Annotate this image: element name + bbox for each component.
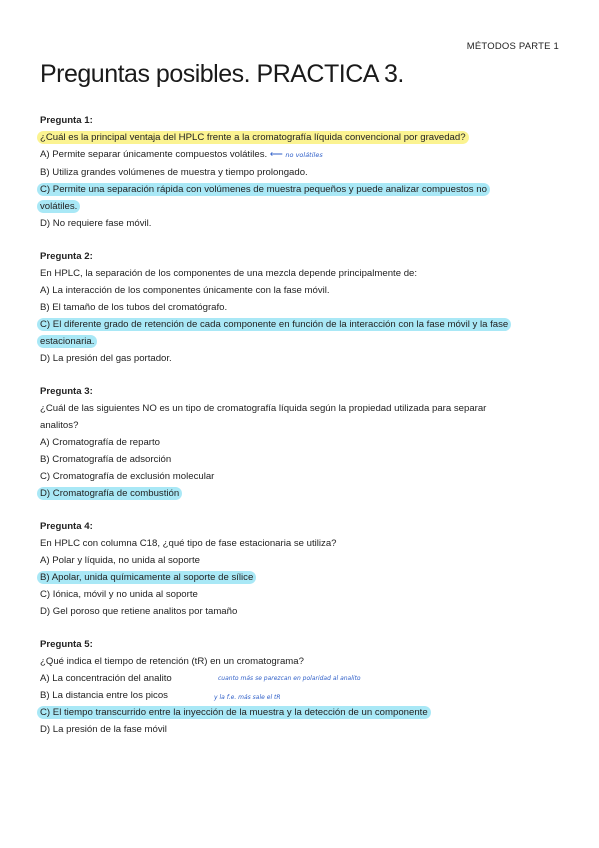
question-prompt: En HPLC con columna C18, ¿qué tipo de fase estacionaria se utiliza? [40, 538, 337, 549]
question-heading: Pregunta 1: [40, 115, 93, 126]
question-heading: Pregunta 3: [40, 386, 93, 397]
question-list [40, 112, 560, 754]
arrow-left-icon: ⟵ [269, 149, 283, 159]
option-d: D) No requiere fase móvil. [40, 218, 152, 229]
option-b: B) Utiliza grandes volúmenes de muestra y tiempo prolongado. [40, 167, 308, 178]
question-1 [40, 112, 560, 232]
option-d: D) La presión de la fase móvil [40, 724, 167, 735]
option-d: D) La presión del gas portador. [40, 353, 172, 364]
question-heading: Pregunta 2: [40, 251, 93, 262]
option-d: D) Cromatografía de combustión [37, 487, 182, 500]
option-c: C) Permite una separación rápida con volúmenes de muestra pequeños y puede analizar compuestos no [37, 183, 490, 196]
page-title: Preguntas posibles. PRACTICA 3. [40, 60, 404, 88]
question-5 [40, 636, 560, 738]
option-c: C) Iónica, móvil y no unida al soporte [40, 589, 198, 600]
option-a: A) Permite separar únicamente compuestos volátiles. [40, 149, 268, 160]
option-b: B) Cromatografía de adsorción [40, 454, 172, 465]
option-c: C) Cromatografía de exclusión molecular [40, 471, 215, 482]
question-heading: Pregunta 4: [40, 521, 93, 532]
option-d: D) Gel poroso que retiene analitos por tamaño [40, 606, 238, 617]
question-2 [40, 248, 560, 367]
option-c: C) El diferente grado de retención de cada componente en función de la interacción con la fase móvil y la fase [37, 318, 511, 331]
section-label: MÉTODOS PARTE 1 [466, 41, 559, 52]
handwritten-note: cuanto más se parezcan en polaridad al analito [218, 675, 361, 682]
option-b: B) Apolar, unida químicamente al soporte de sílice [37, 571, 256, 584]
option-a: A) Polar y líquida, no unida al soporte [40, 555, 200, 566]
option-b: B) El tamaño de los tubos del cromatógrafo. [40, 302, 228, 313]
question-prompt: ¿Qué indica el tiempo de retención (tR) en un cromatograma? [40, 656, 304, 667]
question-prompt-continued: analitos? [40, 420, 79, 431]
option-b: B) La distancia entre los picos [40, 690, 168, 701]
option-a: A) La interacción de los componentes únicamente con la fase móvil. [40, 285, 330, 296]
question-prompt: ¿Cuál es la principal ventaja del HPLC frente a la cromatografía líquida convencional por gravedad? [37, 131, 469, 144]
option-c-continued: volátiles. [37, 200, 80, 213]
question-prompt: En HPLC, la separación de los componentes de una mezcla depende principalmente de: [40, 268, 418, 279]
question-prompt: ¿Cuál de las siguientes NO es un tipo de cromatografía líquida según la propiedad utilizada para separar [40, 403, 487, 414]
question-4 [40, 518, 560, 620]
option-a: A) La concentración del analito [40, 673, 172, 684]
handwritten-note: y la f.e. más sale el tR [214, 694, 281, 701]
option-c-continued: estacionaria. [37, 335, 97, 348]
option-c: C) El tiempo transcurrido entre la inyección de la muestra y la detección de un componente [37, 706, 431, 719]
question-heading: Pregunta 5: [40, 639, 93, 650]
question-3 [40, 383, 560, 502]
option-a: A) Cromatografía de reparto [40, 437, 160, 448]
handwritten-note: no volátiles [285, 151, 323, 159]
